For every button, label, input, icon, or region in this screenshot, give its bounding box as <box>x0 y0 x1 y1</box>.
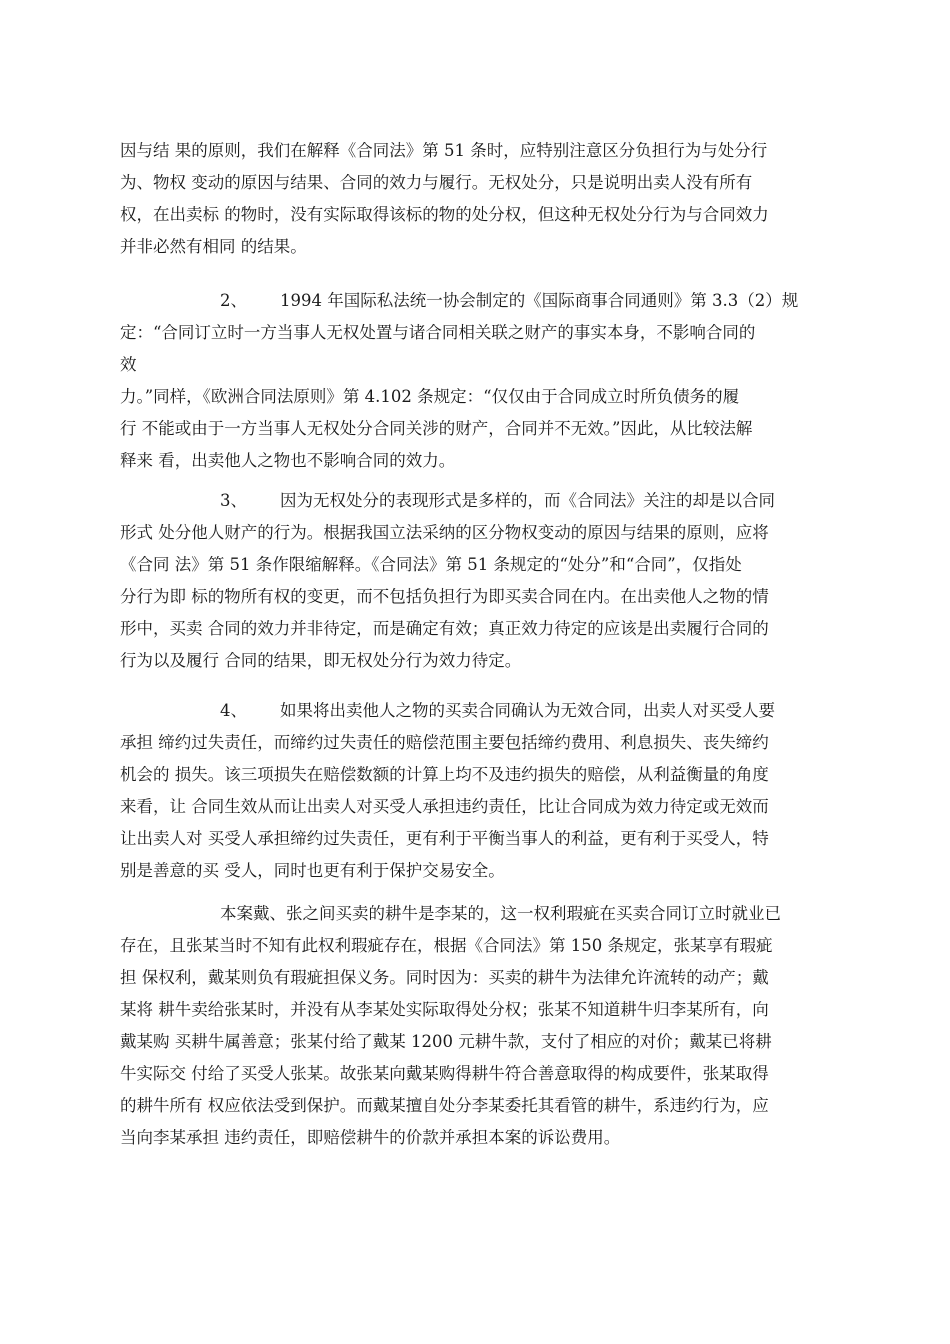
text-segment: 如果将出卖他人之物的买卖合同确认为无效合同，出卖人对买受人要 <box>280 701 775 720</box>
paragraph-3 <box>120 485 840 677</box>
text-line: 形式 处分他人财产的行为。根据我国立法采纳的区分物权变动的原因与结果的原则，应将 <box>120 523 769 542</box>
text-line: 释来 看，出卖他人之物也不影响合同的效力。 <box>120 451 456 470</box>
text-line: 行为以及履行 合同的结果，即无权处分行为效力待定。 <box>120 651 522 670</box>
item-number: 2、 <box>220 291 247 310</box>
paragraph-1 <box>120 135 840 263</box>
text-line <box>120 485 840 517</box>
paragraph-4 <box>120 695 840 887</box>
text-line: 机会的 损失。该三项损失在赔偿数额的计算上均不及违约损失的赔偿，从利益衡量的角度 <box>120 765 769 784</box>
text-line: 担 保权利，戴某则负有瑕疵担保义务。同时因为：买卖的耕牛为法律允许流转的动产；戴 <box>120 968 769 987</box>
text-line <box>120 695 840 727</box>
text-line: 戴某购 买耕牛属善意；张某付给了戴某 1200 元耕牛款，支付了相应的对价；戴某已将耕 <box>120 1032 772 1051</box>
text-line: 《合同 法》第 51 条作限缩解释。《合同法》第 51 条规定的“处分”和“合同”，仅指处 <box>120 555 742 574</box>
text-line: 存在，且张某当时不知有此权利瑕疵存在，根据《合同法》第 150 条规定，张某享有瑕疵 <box>120 936 773 955</box>
text-line: 效 <box>120 355 137 374</box>
text-line: 来看，让 合同生效从而让出卖人对买受人承担违约责任，比让合同成为效力待定或无效而 <box>120 797 769 816</box>
text-line: 承担 缔约过失责任，而缔约过失责任的赔偿范围主要包括缔约费用、利息损失、丧失缔约 <box>120 733 769 752</box>
text-segment: 1994 年国际私法统一协会制定的《国际商事合同通则》第 3.3（2）规 <box>280 291 799 310</box>
text-line: 并非必然有相同 的结果。 <box>120 237 307 256</box>
text-line: 因与结 果的原则，我们在解释《合同法》第 51 条时，应特别注意区分负担行为与处分行 <box>120 141 768 160</box>
text-line: 权，在出卖标 的物时，没有实际取得该标的物的处分权，但这种无权处分行为与合同效力 <box>120 205 769 224</box>
paragraph-2 <box>120 285 840 477</box>
text-line: 本案戴、张之间买卖的耕牛是李某的，这一权利瑕疵在买卖合同订立时就业已 <box>220 904 781 923</box>
paragraph-5 <box>120 898 840 1154</box>
text-line: 当向李某承担 违约责任，即赔偿耕牛的价款并承担本案的诉讼费用。 <box>120 1128 621 1147</box>
text-line: 某将 耕牛卖给张某时，并没有从李某处实际取得处分权；张某不知道耕牛归李某所有，向 <box>120 1000 769 1019</box>
text-line: 行 不能或由于一方当事人无权处分合同关涉的财产，合同并不无效。”因此，从比较法解 <box>120 419 753 438</box>
item-number: 3、 <box>220 491 247 510</box>
item-number: 4、 <box>220 701 247 720</box>
text-line: 为、物权 变动的原因与结果、合同的效力与履行。无权处分，只是说明出卖人没有所有 <box>120 173 753 192</box>
text-line: 的耕牛所有 权应依法受到保护。而戴某擅自处分李某委托其看管的耕牛，系违约行为，应 <box>120 1096 769 1115</box>
text-line: 让出卖人对 买受人承担缔约过失责任，更有利于平衡当事人的利益，更有利于买受人，特 <box>120 829 769 848</box>
text-line: 定：“合同订立时一方当事人无权处置与诸合同相关联之财产的事实本身，不影响合同的 <box>120 323 756 342</box>
text-line: 牛实际交 付给了买受人张某。故张某向戴某购得耕牛符合善意取得的构成要件，张某取得 <box>120 1064 769 1083</box>
text-line <box>120 285 840 317</box>
text-line: 形中，买卖 合同的效力并非待定，而是确定有效；真正效力待定的应该是出卖履行合同的 <box>120 619 769 638</box>
text-line: 力。”同样，《欧洲合同法原则》第 4.102 条规定：“仅仅由于合同成立时所负债务的履 <box>120 387 740 406</box>
text-line: 分行为即 标的物所有权的变更，而不包括负担行为即买卖合同在内。在出卖他人之物的情 <box>120 587 769 606</box>
text-line: 别是善意的买 受人，同时也更有利于保护交易安全。 <box>120 861 505 880</box>
text-segment: 因为无权处分的表现形式是多样的，而《合同法》关注的却是以合同 <box>280 491 775 510</box>
